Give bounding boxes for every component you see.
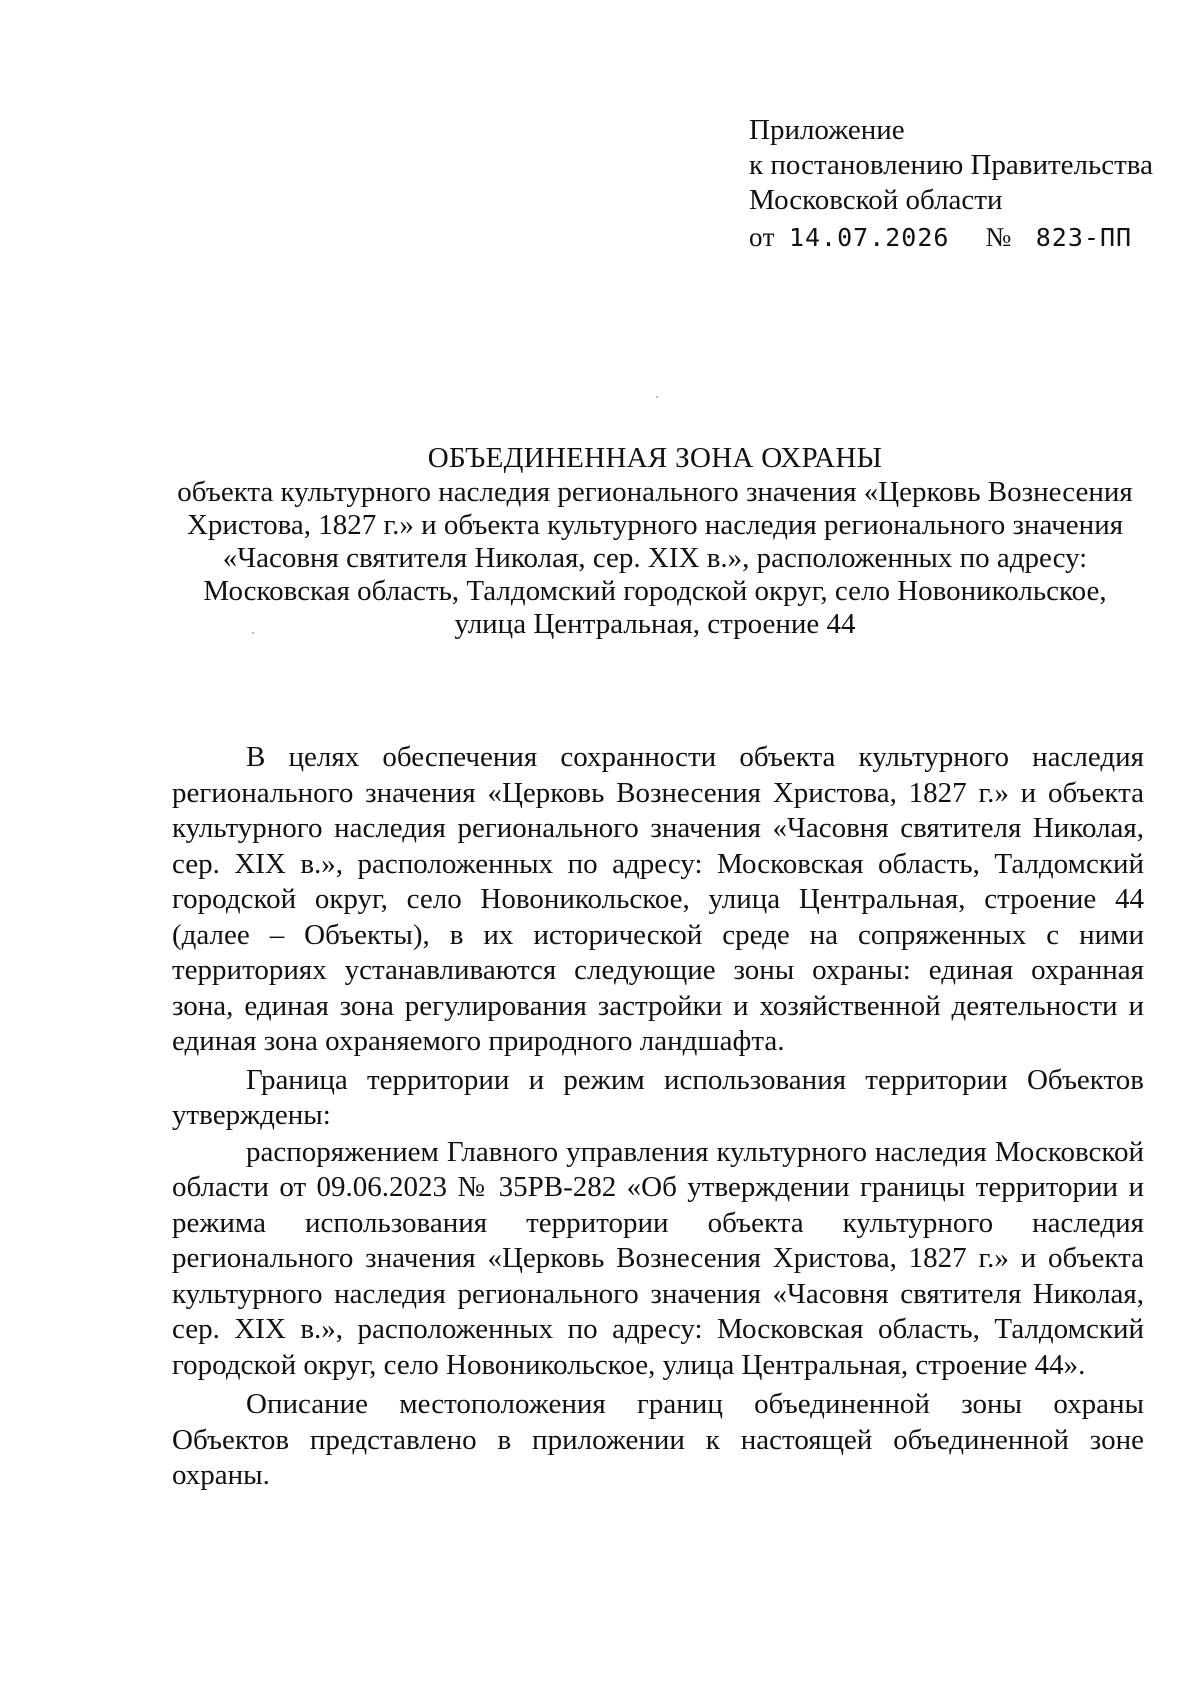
- number-sign: №: [985, 222, 1012, 252]
- document-number: 823-ПП: [1035, 223, 1133, 252]
- body-paragraph-boundary: Граница территории и режим использования территории Объектов утверждены:: [172, 1063, 1144, 1131]
- document-title: ОБЪЕДИНЕННАЯ ЗОНА ОХРАНЫ: [427, 442, 883, 474]
- appendix-date-number: [749, 220, 1153, 255]
- document-body: [172, 740, 1144, 1496]
- appendix-header: [749, 113, 1153, 255]
- body-paragraph-description: Описание местоположения границ объединенной зоны охраны Объектов представлено в приложении к настоящей объединенной зоне охраны.: [172, 1388, 1144, 1491]
- body-paragraph-order: распоряжением Главного управления культурного наследия Московской области от 09.06.2023 № 35РВ-282 «Об утверждении границы территории и режима использования территории объекта культурного наследия регионального значения «Церковь Вознесения Христова, 1827 г.» и объекта культурного наследия регионального значения «Часовня святителя Николая, сер. XIX в.», расположенных по адресу: Московская область, Талдомский городской округ, село Новоникольское, улица Центральная, строение 44».: [172, 1135, 1144, 1381]
- document-date: 14.07.2026: [788, 223, 950, 252]
- scan-speck: [252, 632, 254, 634]
- document-title-block: [170, 442, 1140, 641]
- title-line: Христова, 1827 г.» и объекта культурного наследия регионального значения: [186, 509, 1124, 541]
- appendix-title: Приложение: [749, 114, 905, 146]
- scan-speck: [656, 396, 658, 398]
- title-line: «Часовня святителя Николая, сер. XIX в.», расположенных по адресу:: [222, 542, 1088, 574]
- title-line: Московская область, Талдомский городской округ, село Новоникольское,: [203, 575, 1107, 607]
- appendix-resolution-ref: к постановлению Правительства: [749, 149, 1153, 181]
- body-paragraph-purpose: В целях обеспечения сохранности объекта культурного наследия регионального значения «Церковь Вознесения Христова, 1827 г.» и объекта культурного наследия регионального значения «Часовня святителя Николая, сер. XIX в.», расположенных по адресу: Московская область, Талдомский городской округ, село Новоникольское, улица Центральная, строение 44 (далее – Объекты), в их исторической среде на сопряженных с ними территориях устанавливаются следующие зоны охраны: единая охранная зона, единая зона регулирования застройки и хозяйственной деятельности и единая зона охраняемого природного ландшафта.: [172, 741, 1144, 1057]
- date-prefix: от: [749, 222, 775, 252]
- appendix-region: Московской области: [749, 184, 1003, 216]
- title-line: улица Центральная, строение 44: [454, 608, 856, 640]
- title-line: объекта культурного наследия регионального значения «Церковь Вознесения: [177, 476, 1133, 508]
